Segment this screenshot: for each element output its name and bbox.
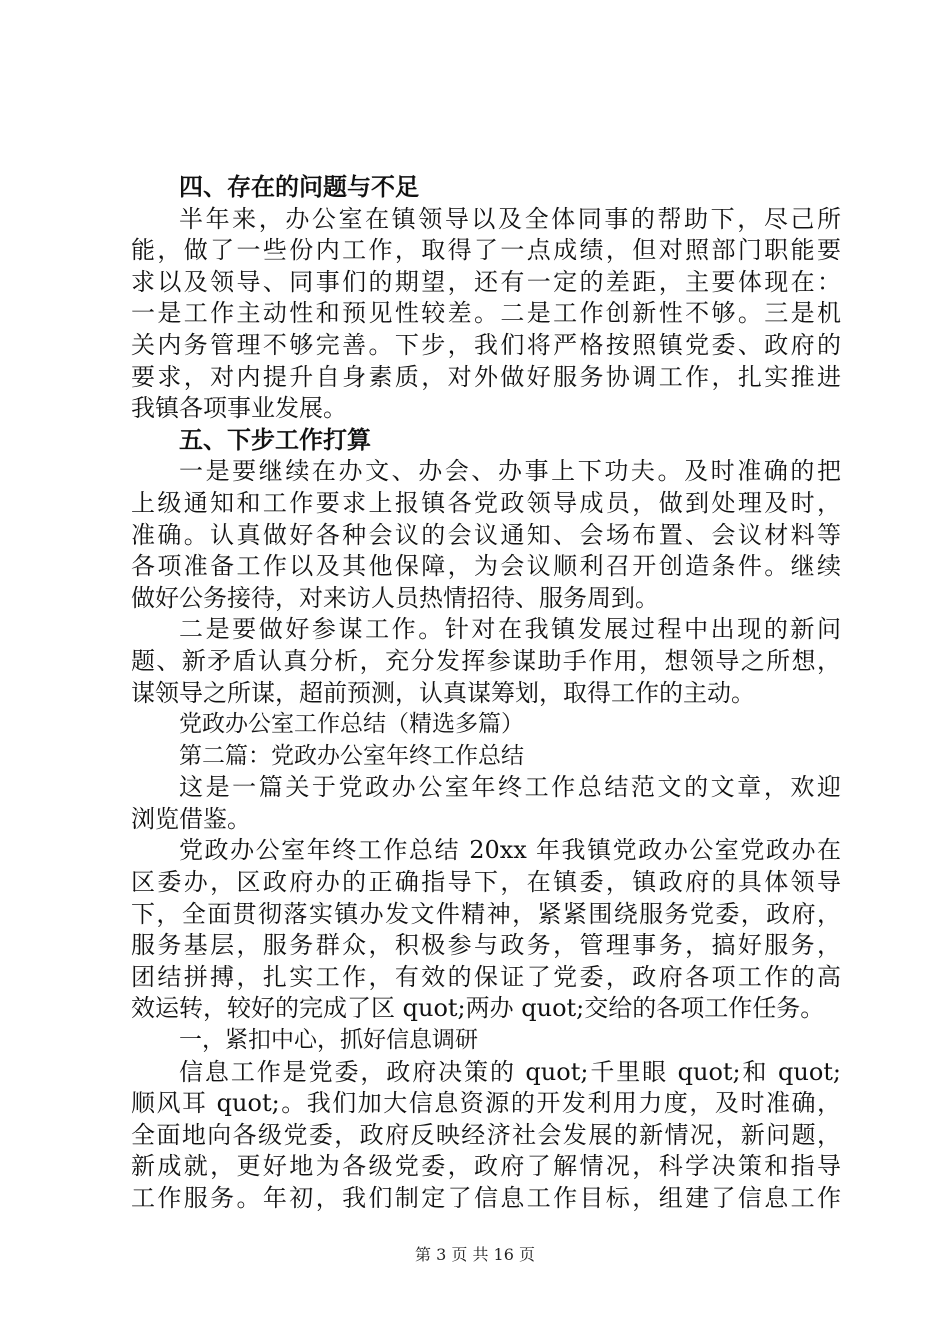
paragraph-line: 题、新矛盾认真分析，充分发挥参谋助手作用，想领导之所想， xyxy=(131,646,841,675)
paragraph-line: 浏览借鉴。 xyxy=(131,804,251,833)
paragraph-line: 能，做了一些份内工作，取得了一点成绩，但对照部门职能要 xyxy=(131,236,841,265)
paragraph-line: 服务基层，服务群众，积极参与政务，管理事务，搞好服务， xyxy=(131,931,841,960)
paragraph-line: 半年来，办公室在镇领导以及全体同事的帮助下，尽己所 xyxy=(179,204,841,233)
paragraph-line: 上级通知和工作要求上报镇各党政领导成员，做到处理及时， xyxy=(131,488,841,517)
item-one-title: 一，紧扣中心，抓好信息调研 xyxy=(179,1027,478,1054)
paragraph-line: 我镇各项事业发展。 xyxy=(131,394,347,423)
paragraph-line: 全面地向各级党委，政府反映经济社会发展的新情况，新问题， xyxy=(131,1120,841,1149)
paragraph-line: 新成就，更好地为各级党委，政府了解情况，科学决策和指导 xyxy=(131,1152,841,1181)
paragraph-line: 工作服务。年初，我们制定了信息工作目标，组建了信息工作 xyxy=(131,1184,841,1212)
page-number-footer: 第 3 页 共 16 页 xyxy=(415,1245,535,1264)
paragraph-line: 区委办，区政府办的正确指导下，在镇委，镇政府的具体领导 xyxy=(131,868,841,897)
paragraph-line: 求以及领导、同事们的期望，还有一定的差距，主要体现在： xyxy=(131,267,841,296)
document-body xyxy=(131,172,841,1215)
paragraph-line: 要求，对内提升自身素质，对外做好服务协调工作，扎实推进 xyxy=(131,362,841,391)
part-two-title: 第二篇：党政办公室年终工作总结 xyxy=(179,742,524,769)
paragraph-line: 下，全面贯彻落实镇办发文件精神，紧紧围绕服务党委，政府， xyxy=(131,899,841,928)
paragraph-line: 信息工作是党委，政府决策的 quot;千里眼 quot;和 quot; xyxy=(179,1057,841,1086)
paragraph-line: 一是工作主动性和预见性较差。二是工作创新性不够。三是机 xyxy=(131,299,841,328)
document-title-line: 党政办公室工作总结（精选多篇） xyxy=(179,711,524,738)
paragraph-line: 各项准备工作以及其他保障，为会议顺利召开创造条件。继续 xyxy=(131,552,841,581)
paragraph-line: 这是一篇关于党政办公室年终工作总结范文的文章，欢迎 xyxy=(179,773,841,802)
paragraph-line: 团结拼搏，扎实工作，有效的保证了党委，政府各项工作的高 xyxy=(131,962,841,991)
paragraph-line: 二是要做好参谋工作。针对在我镇发展过程中出现的新问 xyxy=(179,615,841,644)
paragraph-line: 做好公务接待，对来访人员热情招待、服务周到。 xyxy=(131,583,659,612)
paragraph-line: 党政办公室年终工作总结 20xx 年我镇党政办公室党政办在 xyxy=(179,836,841,865)
paragraph-line: 谋领导之所谋，超前预测，认真谋筹划，取得工作的主动。 xyxy=(131,678,755,707)
paragraph-line: 一是要继续在办文、办会、办事上下功夫。及时准确的把 xyxy=(179,457,841,486)
paragraph-line: 关内务管理不够完善。下步，我们将严格按照镇党委、政府的 xyxy=(131,330,841,359)
paragraph-line: 顺风耳 quot;。我们加大信息资源的开发利用力度，及时准确， xyxy=(131,1089,841,1118)
section-heading-problems: 四、存在的问题与不足 xyxy=(179,173,419,201)
section-heading-next-steps: 五、下步工作打算 xyxy=(179,425,371,454)
paragraph-line: 准确。认真做好各种会议的会议通知、会场布置、会议材料等 xyxy=(131,520,841,549)
paragraph-line: 效运转，较好的完成了区 quot;两办 quot;交给的各项工作任务。 xyxy=(131,994,825,1023)
